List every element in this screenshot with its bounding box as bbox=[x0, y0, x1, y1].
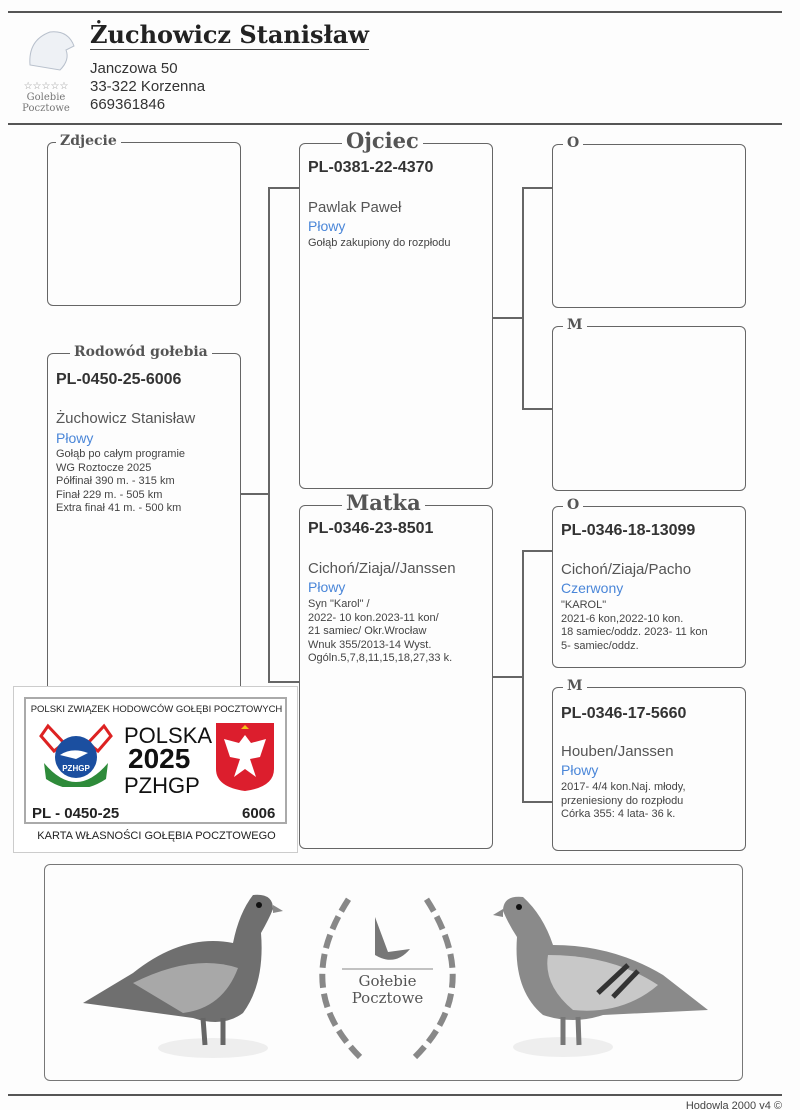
card-country: POLSKA bbox=[124, 723, 213, 748]
owner-address bbox=[90, 60, 205, 114]
footer-divider bbox=[8, 1094, 782, 1096]
grandmother-label: M bbox=[563, 317, 587, 333]
card-org: POLSKI ZWIĄZEK HODOWCÓW GOŁĘBI POCZTOWYCH bbox=[30, 704, 283, 715]
pigeon-color: Płowy bbox=[308, 218, 346, 234]
connector bbox=[522, 187, 524, 409]
footer-text: Hodowla 2000 v4 © bbox=[685, 1100, 782, 1110]
breeder: Houben/Janssen bbox=[561, 743, 674, 760]
notes bbox=[308, 237, 450, 251]
logo-text: Golebie bbox=[26, 92, 66, 103]
notes bbox=[56, 448, 185, 516]
top-divider bbox=[8, 11, 782, 13]
connector bbox=[492, 676, 522, 678]
pigeon-label: Rodowód gołebia bbox=[70, 344, 212, 360]
note-line: Gołąb po całym programie bbox=[56, 448, 186, 460]
note-line: Ogóln.5,7,8,11,15,18,27,33 k. bbox=[308, 652, 453, 664]
header-divider bbox=[8, 123, 782, 125]
breeder: Pawlak Paweł bbox=[308, 199, 402, 216]
address-line: 33-322 Korzenna bbox=[90, 78, 206, 95]
connector bbox=[522, 801, 552, 803]
grandfather-label: O bbox=[563, 135, 583, 151]
paternal-grandfather-box bbox=[552, 135, 746, 308]
pigeon-color: Płowy bbox=[561, 762, 599, 778]
ring-number: PL-0450-25-6006 bbox=[56, 371, 182, 388]
card-year: 2025 bbox=[128, 743, 191, 774]
connector bbox=[522, 550, 552, 552]
logo-text: Pocztowe bbox=[22, 103, 70, 114]
maternal-grandmother-box bbox=[552, 678, 746, 851]
note-line: 2017- 4/4 kon.Naj. młody, bbox=[561, 781, 686, 793]
grandmother-label: M bbox=[563, 678, 587, 694]
paternal-grandmother-box bbox=[552, 317, 746, 491]
connector bbox=[268, 187, 299, 189]
connector bbox=[522, 408, 552, 410]
note-line: 2021-6 kon,2022-10 kon. bbox=[561, 612, 684, 625]
pzhgp-logo-icon bbox=[36, 721, 116, 787]
pigeon-color: Czerwony bbox=[561, 580, 624, 596]
pigeon-left-image bbox=[73, 873, 283, 1063]
polish-eagle-emblem-icon bbox=[214, 721, 276, 793]
owner-name: Żuchowicz Stanisław bbox=[90, 20, 369, 49]
card-caption: KARTA WŁASNOŚCI GOŁĘBIA POCZTOWEGO bbox=[37, 830, 276, 842]
connector bbox=[268, 681, 299, 683]
father-label: Ojciec bbox=[342, 128, 423, 153]
emblem-text bbox=[300, 973, 475, 1007]
phone: 669361846 bbox=[90, 96, 166, 113]
card-ring-number: 6006 bbox=[242, 805, 276, 822]
note-line: Córka 355: 4 lata- 36 k. bbox=[561, 808, 676, 820]
note-line: przeniesiony do rozpłodu bbox=[561, 794, 684, 807]
note-line: Extra finał 41 m. - 500 km bbox=[56, 502, 182, 514]
banner-box bbox=[44, 864, 743, 1081]
pigeon-color: Płowy bbox=[56, 430, 94, 446]
note-line: 21 samiec/ Okr.Wrocław bbox=[308, 625, 427, 637]
breeder: Cichoń/Ziaja//Janssen bbox=[308, 560, 456, 577]
note-line: 5- samiec/oddz. bbox=[561, 639, 639, 652]
mother-box bbox=[299, 490, 493, 849]
pigeon-right-image bbox=[493, 875, 713, 1065]
note-line: Półfinał 390 m. - 315 km bbox=[56, 475, 175, 487]
connector bbox=[522, 187, 552, 189]
breeder: Cichoń/Ziaja/Pacho bbox=[561, 561, 692, 578]
card-abbr: PZHGP bbox=[124, 773, 200, 798]
note-line: Wnuk 355/2013-14 Wyst. bbox=[308, 638, 432, 651]
connector bbox=[522, 550, 524, 802]
father-box bbox=[299, 128, 493, 489]
pigeon-color: Płowy bbox=[308, 579, 346, 595]
note-line: Syn "Karol" / bbox=[308, 598, 370, 610]
logo-stars: ☆☆☆☆☆ bbox=[23, 81, 69, 92]
breeder: Żuchowicz Stanisław bbox=[56, 410, 196, 427]
notes bbox=[561, 781, 686, 822]
connector bbox=[240, 493, 268, 495]
connector bbox=[268, 187, 270, 682]
ring-number: PL-0346-17-5660 bbox=[561, 705, 687, 722]
notes bbox=[308, 598, 452, 666]
note-line: Gołąb zakupiony do rozpłodu bbox=[308, 237, 451, 249]
note-line: Finał 229 m. - 505 km bbox=[56, 488, 163, 501]
photo-box bbox=[47, 133, 241, 306]
ring-number: PL-0346-18-13099 bbox=[561, 522, 696, 539]
note-line: WG Roztocze 2025 bbox=[56, 461, 152, 474]
photo-label: Zdjecie bbox=[56, 133, 121, 149]
svg-text:PZHGP: PZHGP bbox=[62, 764, 90, 773]
note-line: 2022- 10 kon.2023-11 kon/ bbox=[308, 611, 439, 624]
card-ring-prefix: PL - 0450-25 bbox=[32, 805, 120, 822]
emblem-line: Pocztowe bbox=[351, 989, 424, 1007]
grandfather-label: O bbox=[563, 497, 583, 513]
note-line: 18 samiec/oddz. 2023- 11 kon bbox=[561, 626, 708, 638]
connector bbox=[492, 317, 522, 319]
eagle-logo-icon bbox=[10, 20, 82, 80]
emblem-line: Gołebie bbox=[358, 972, 417, 990]
ring-number: PL-0381-22-4370 bbox=[308, 159, 434, 176]
ownership-card bbox=[13, 686, 298, 853]
notes bbox=[561, 599, 708, 653]
ring-number: PL-0346-23-8501 bbox=[308, 520, 434, 537]
maternal-grandfather-box bbox=[552, 497, 746, 668]
logo bbox=[10, 20, 82, 120]
note-line: "KAROL" bbox=[561, 599, 607, 611]
mother-label: Matka bbox=[342, 490, 425, 515]
address-line: Janczowa 50 bbox=[90, 60, 178, 77]
